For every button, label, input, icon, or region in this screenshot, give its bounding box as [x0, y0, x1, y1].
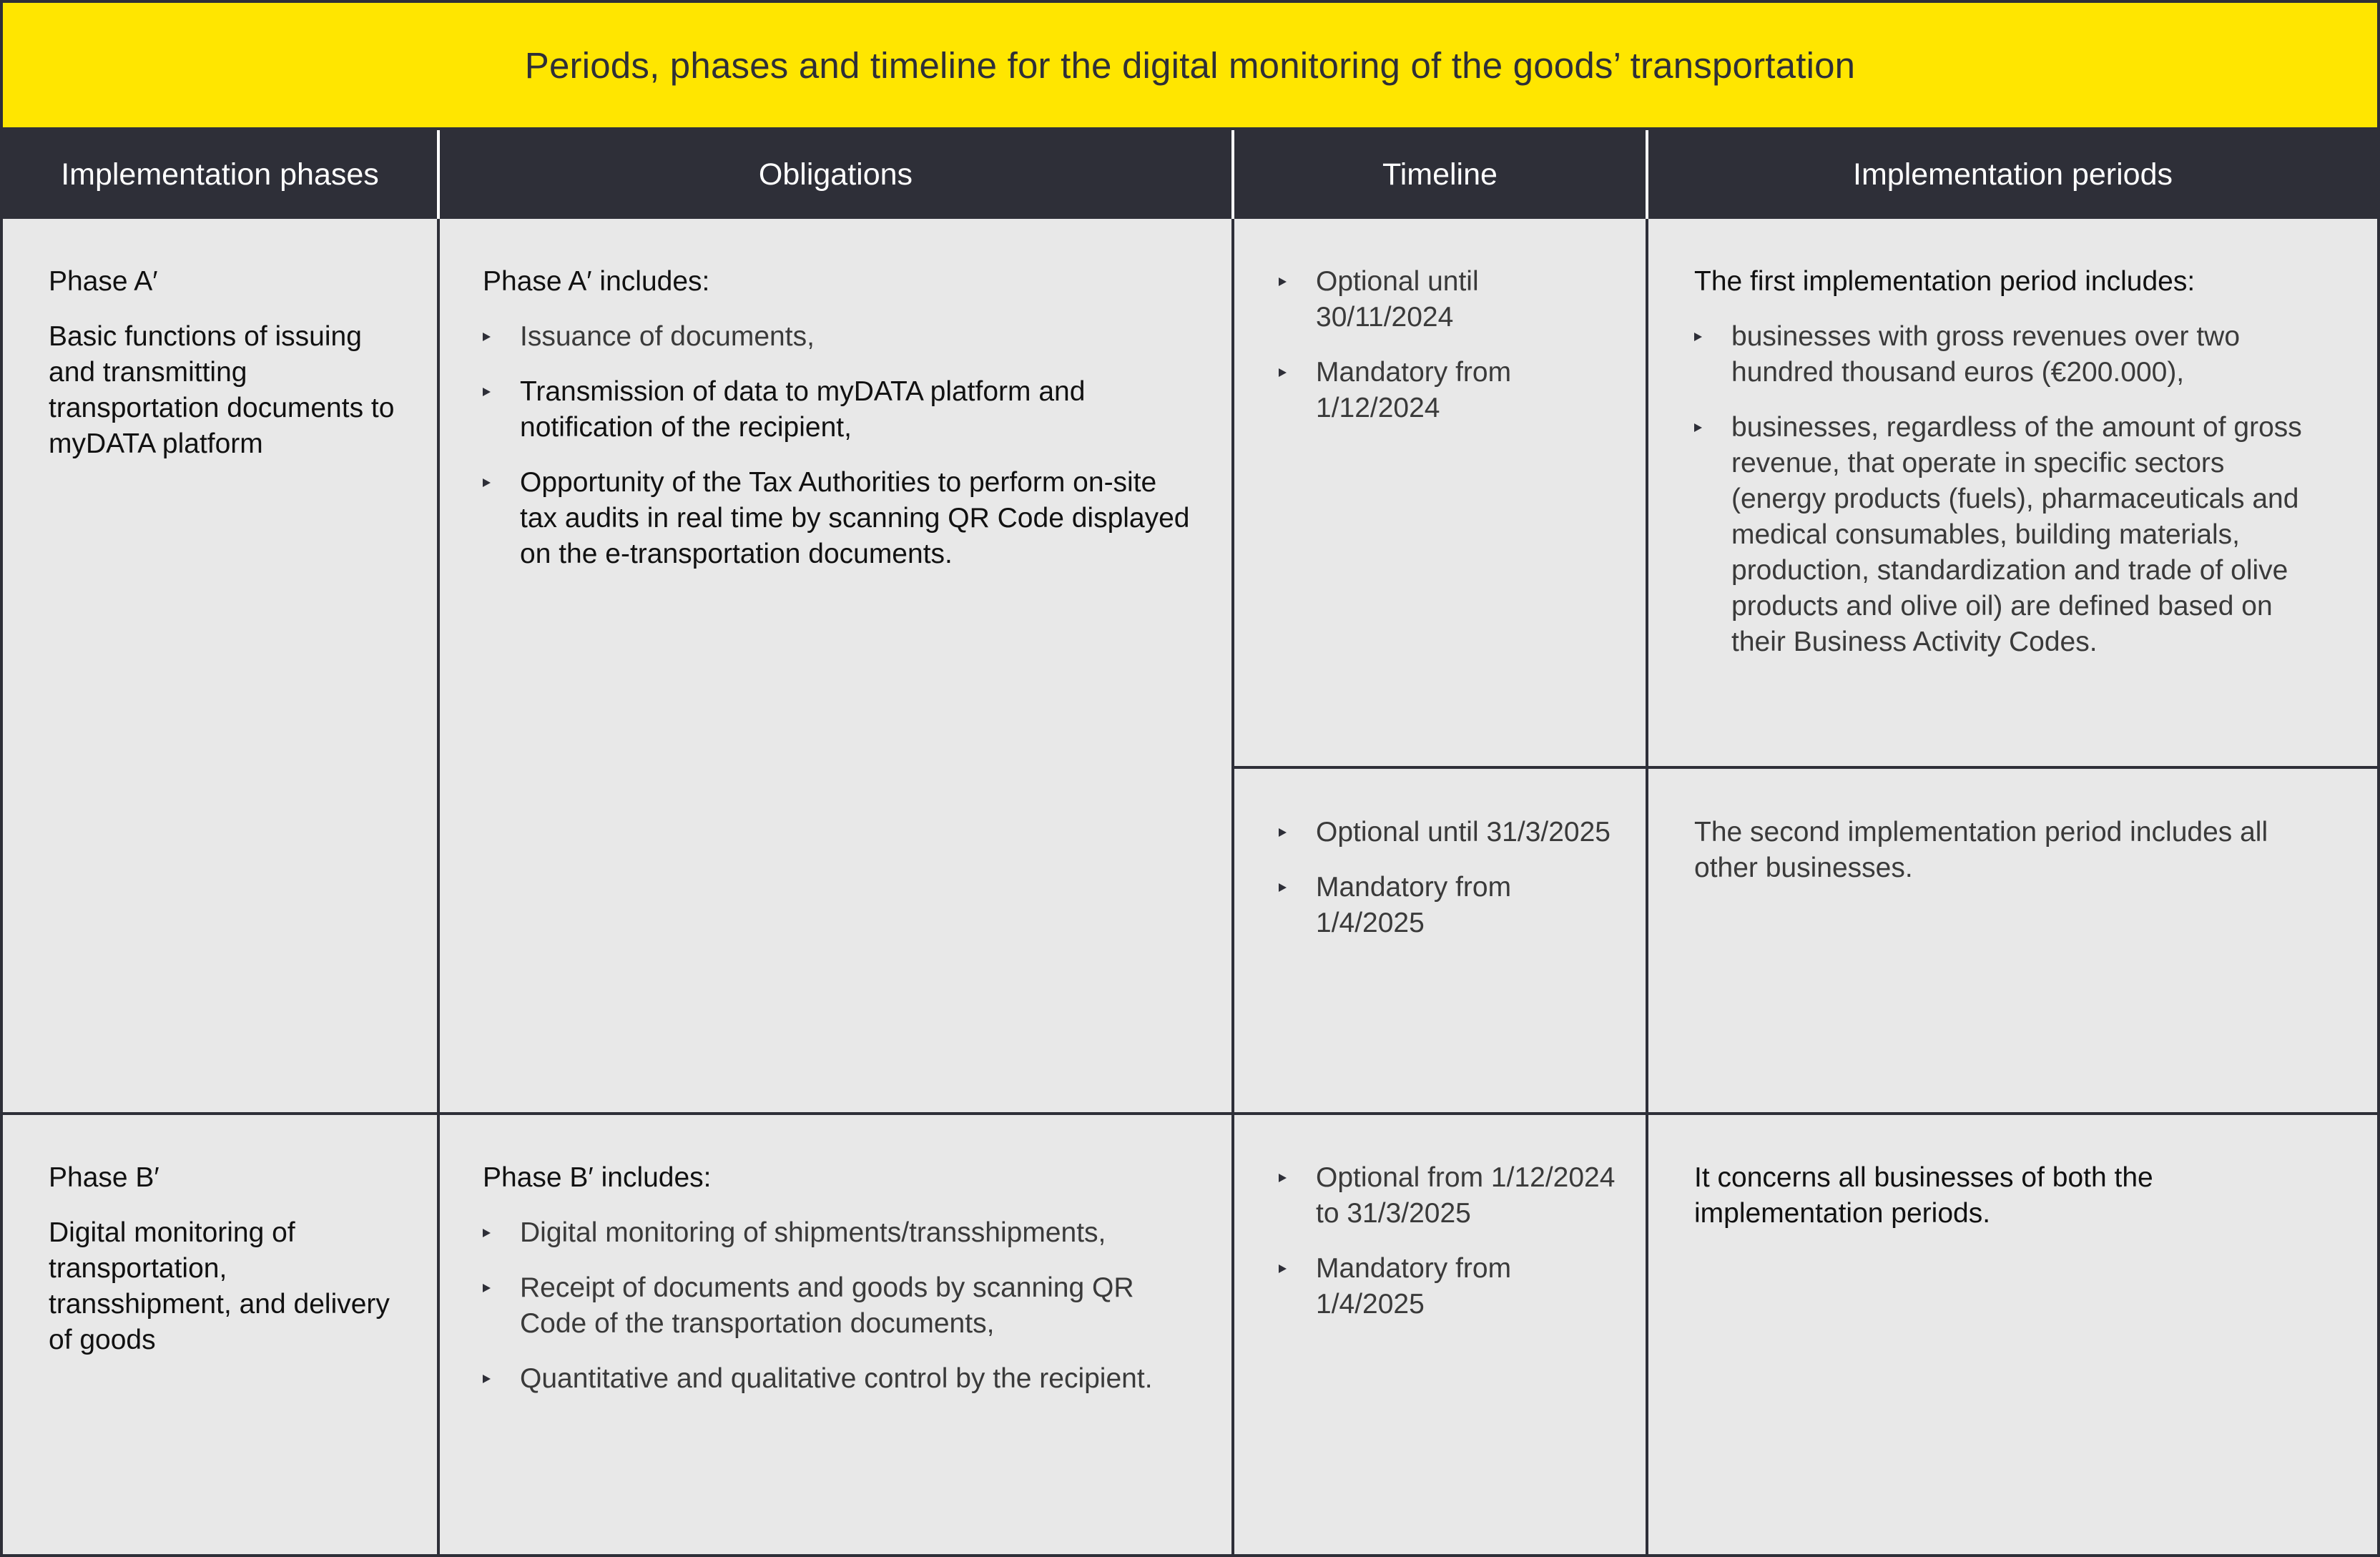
phase-a-title: Phase A′ — [49, 266, 158, 297]
list-item — [1279, 1160, 1622, 1232]
bullet-triangle-icon — [1279, 1264, 1287, 1273]
list-item — [483, 374, 1198, 446]
column-divider — [1646, 219, 1648, 1557]
list-item — [483, 1361, 1198, 1397]
phase-a-cell — [49, 264, 406, 481]
column-divider — [1231, 219, 1234, 1557]
row-divider — [1231, 766, 2377, 769]
phase-b-obligations — [483, 1160, 1198, 1416]
list-item-text: businesses with gross revenues over two hundred thousand euros (€200.000), — [1731, 321, 2241, 388]
list-item-text: Mandatory from 1/12/2024 — [1316, 357, 1512, 423]
row-divider — [3, 1112, 2377, 1115]
phase-a-description: Basic functions of issuing and transmitting transportation documents to myDATA platform — [49, 321, 395, 459]
list-item-text: businesses, regardless of the amount of gross revenue, that operate in specific sectors (energy products (fuels), pharmaceuticals and medical consumables, building materials, production, standardization and trade of olive products and olive oil) are defined based on their Business Activity Codes. — [1731, 412, 2302, 657]
bullet-triangle-icon — [1694, 333, 1702, 341]
period-first-intro: The first implementation period includes: — [1694, 266, 2195, 297]
list-item-text: Optional until 31/3/2025 — [1316, 817, 1611, 848]
phase-a-period-first — [1694, 264, 2324, 679]
list-item-text: Receipt of documents and goods by scanning QR Code of the transportation documents, — [520, 1272, 1134, 1339]
list-item — [1279, 815, 1622, 850]
bullet-triangle-icon — [483, 1375, 491, 1383]
bullet-triangle-icon — [1279, 1174, 1287, 1182]
phase-a-obligations-intro-bold: Phase A′ — [483, 266, 592, 297]
header-divider — [1646, 130, 1648, 219]
list-item — [1279, 264, 1622, 335]
phase-a-obligations — [483, 264, 1198, 591]
phase-b-obligations-intro — [483, 1160, 1198, 1196]
bullet-triangle-icon — [1279, 828, 1287, 837]
list-item-text: Digital monitoring of shipments/transshipments, — [520, 1217, 1106, 1248]
list-item-text: Issuance of documents, — [520, 321, 815, 352]
column-divider — [437, 219, 440, 1557]
phase-a-period-second — [1694, 815, 2324, 905]
table-title: Periods, phases and timeline for the digital monitoring of the goods’ transportation — [3, 3, 2377, 130]
header-implementation-phases: Implementation phases — [61, 157, 379, 192]
header-timeline: Timeline — [1382, 157, 1498, 192]
list-item-text: Optional from 1/12/2024 to 31/3/2025 — [1316, 1162, 1616, 1229]
phase-b-period-text: It concerns all businesses of both the implementation periods. — [1694, 1162, 2153, 1229]
list-item — [483, 1215, 1198, 1251]
bullet-triangle-icon — [1694, 423, 1702, 432]
bullet-triangle-icon — [1279, 368, 1287, 377]
bullet-triangle-icon — [1279, 277, 1287, 286]
header-row — [3, 130, 2377, 219]
phase-b-description: Digital monitoring of transportation, transshipment, and delivery of goods — [49, 1217, 390, 1355]
list-item-text: Transmission of data to myDATA platform and notification of the recipient, — [520, 376, 1086, 443]
list-item-text: Mandatory from 1/4/2025 — [1316, 872, 1512, 938]
list-item — [483, 1270, 1198, 1342]
phase-a-timeline-second — [1279, 815, 1622, 961]
bullet-triangle-icon — [483, 1229, 491, 1237]
list-item-text: Mandatory from 1/4/2025 — [1316, 1253, 1512, 1320]
bullet-triangle-icon — [1279, 883, 1287, 892]
list-item-text: Quantitative and qualitative control by the recipient. — [520, 1363, 1153, 1394]
phase-a-obligations-intro-rest: includes: — [591, 266, 710, 297]
phase-b-timeline — [1279, 1160, 1622, 1342]
list-item — [1279, 355, 1622, 426]
header-divider — [437, 130, 440, 219]
list-item — [483, 319, 1198, 355]
phase-a-obligations-intro — [483, 264, 1198, 300]
list-item — [1279, 870, 1622, 941]
phase-b-cell — [49, 1160, 406, 1377]
phase-b-obligations-intro-rest: includes: — [593, 1162, 712, 1193]
bullet-triangle-icon — [483, 333, 491, 341]
phase-b-obligations-intro-bold: Phase B′ — [483, 1162, 594, 1193]
header-divider — [1231, 130, 1234, 219]
header-obligations: Obligations — [758, 157, 913, 192]
list-item — [1279, 1251, 1622, 1322]
bullet-triangle-icon — [483, 388, 491, 396]
bullet-triangle-icon — [483, 1284, 491, 1292]
phase-b-title: Phase B′ — [49, 1162, 159, 1193]
phase-b-period — [1694, 1160, 2324, 1251]
list-item — [1694, 410, 2324, 660]
list-item — [1694, 319, 2324, 391]
phase-a-timeline-first — [1279, 264, 1622, 446]
list-item — [483, 465, 1198, 572]
list-item-text: Optional until 30/11/2024 — [1316, 266, 1479, 333]
header-implementation-periods: Implementation periods — [1853, 157, 2173, 192]
period-second-text: The second implementation period includes all other businesses. — [1694, 817, 2268, 883]
bullet-triangle-icon — [483, 478, 491, 487]
list-item-text: Opportunity of the Tax Authorities to perform on-site tax audits in real time by scanning QR Code displayed on the e-transportation documents. — [520, 467, 1190, 569]
